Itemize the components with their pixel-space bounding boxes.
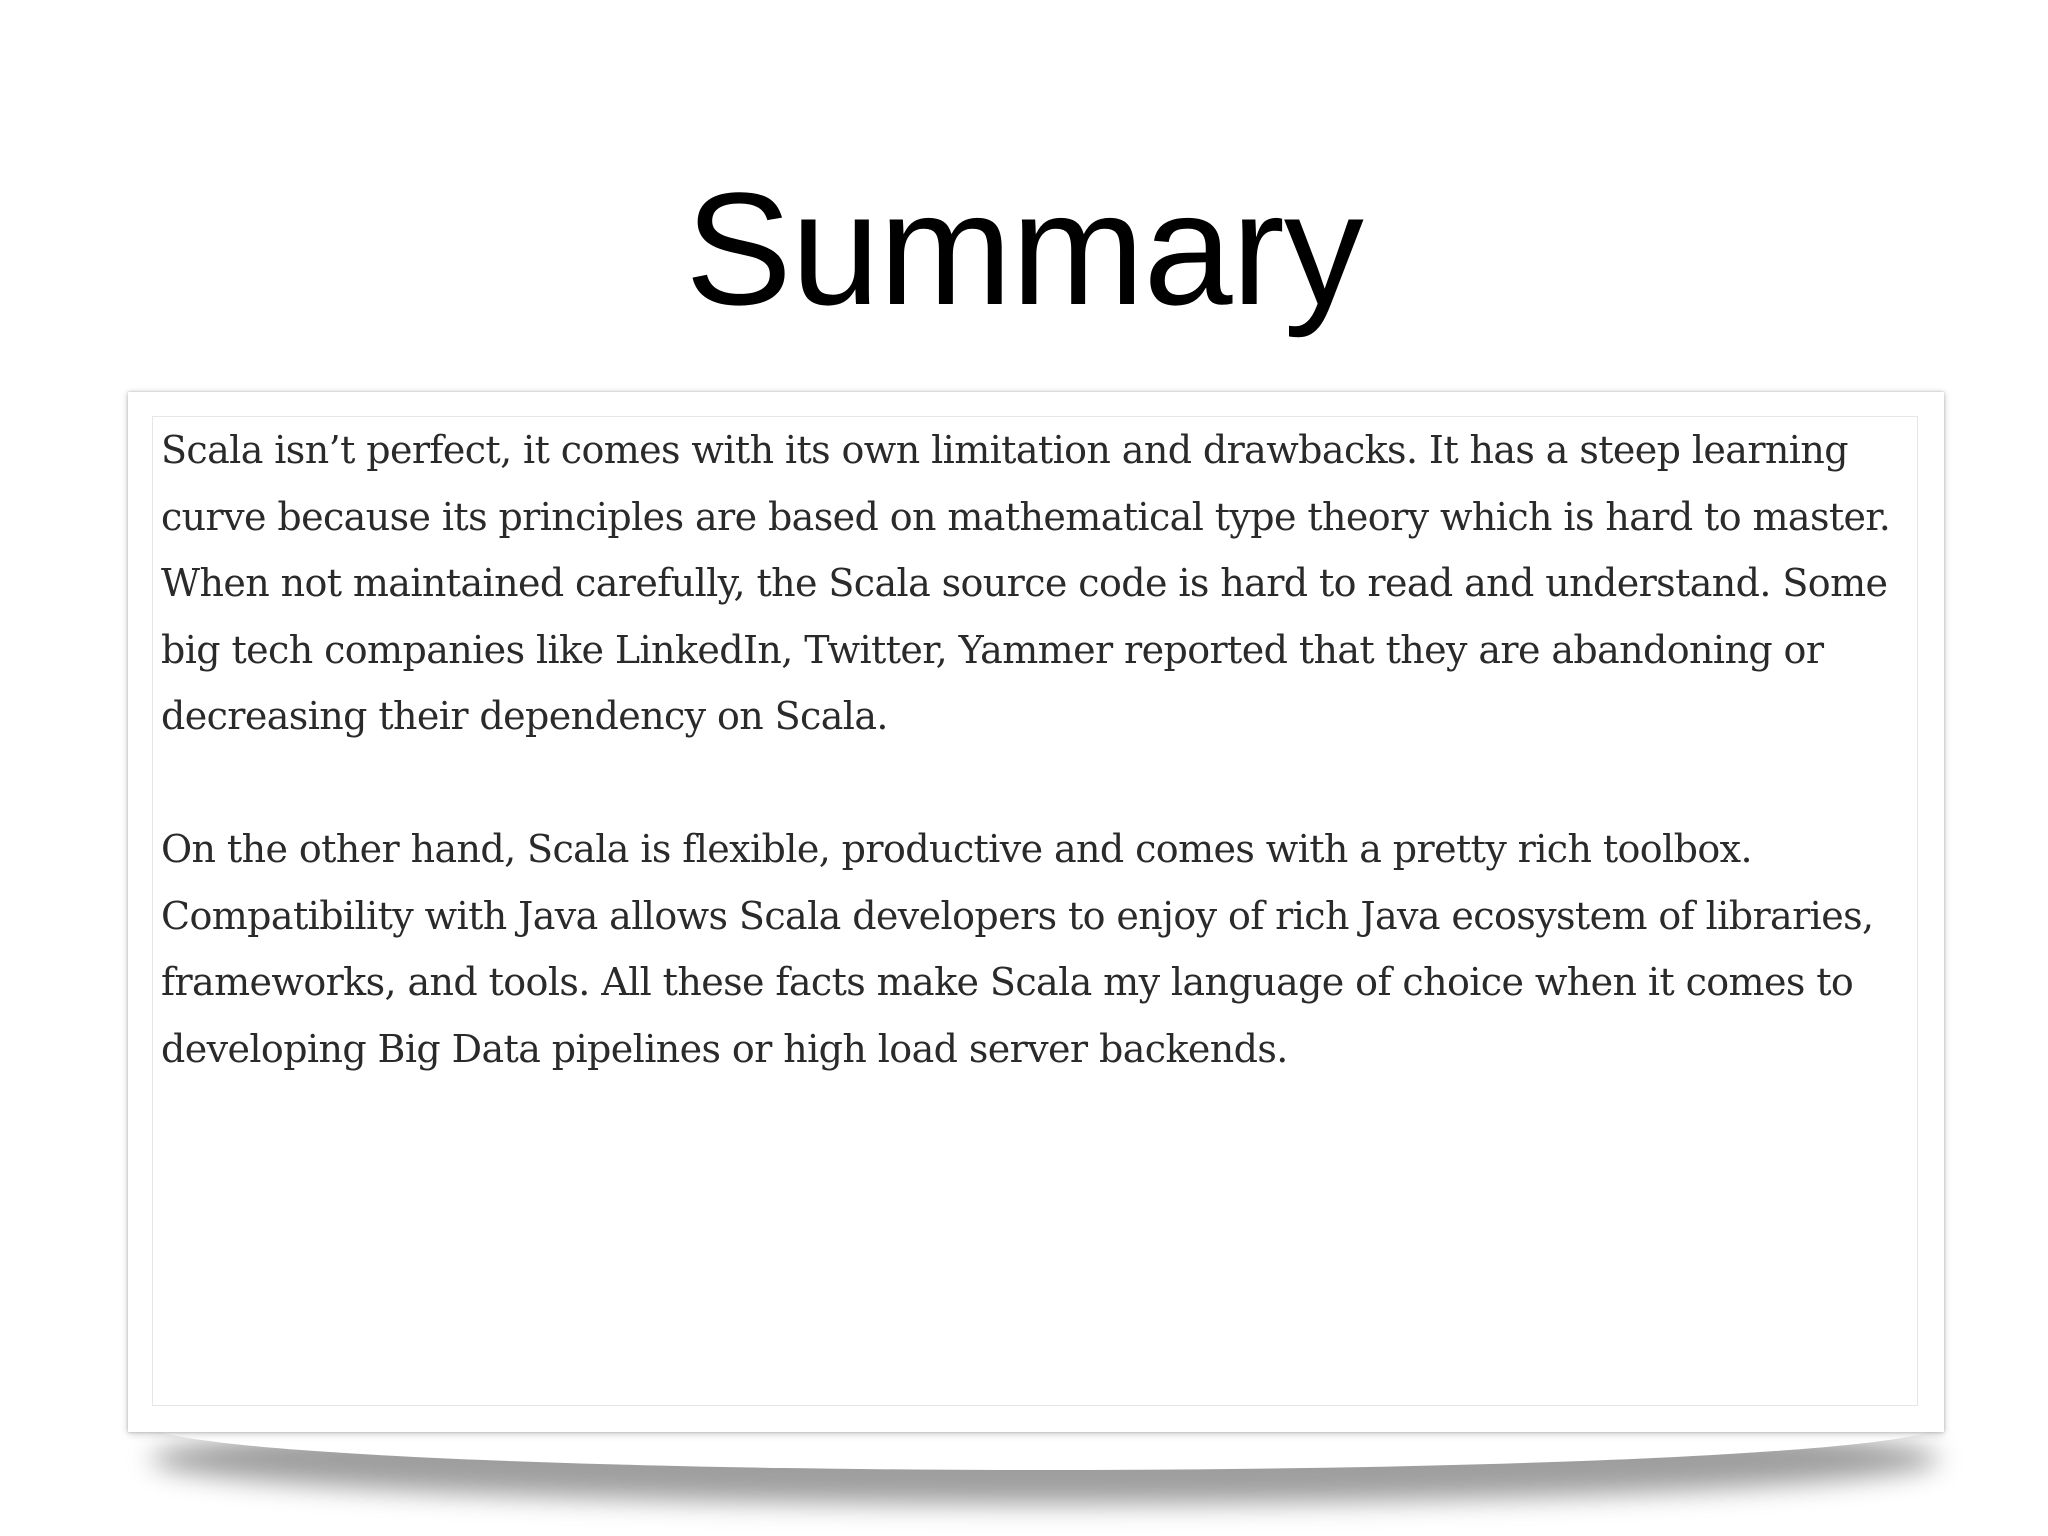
paragraph-advantages: On the other hand, Scala is flexible, productive and comes with a pretty rich toolbox. Compatibility with Java allows Scala developers to enjoy of rich Java ecosystem of libraries, frameworks, and tools. All these facts make Scala my language of choice when it comes to developing Big Data pipelines or high load server backends.	[161, 827, 1874, 1071]
text-panel	[152, 416, 1918, 1406]
paragraph-limitations: Scala isn’t perfect, it comes with its own limitation and drawbacks. It has a steep learning curve because its principles are based on mathematical type theory which is hard to master. When not maintained carefully, the Scala source code is hard to read and understand. Some big tech companies like LinkedIn, Twitter, Yammer reported that they are abandoning or decreasing their dependency on Scala.	[161, 428, 1891, 738]
screenshot-frame	[128, 392, 1944, 1432]
slide-title: Summary	[685, 159, 1363, 339]
